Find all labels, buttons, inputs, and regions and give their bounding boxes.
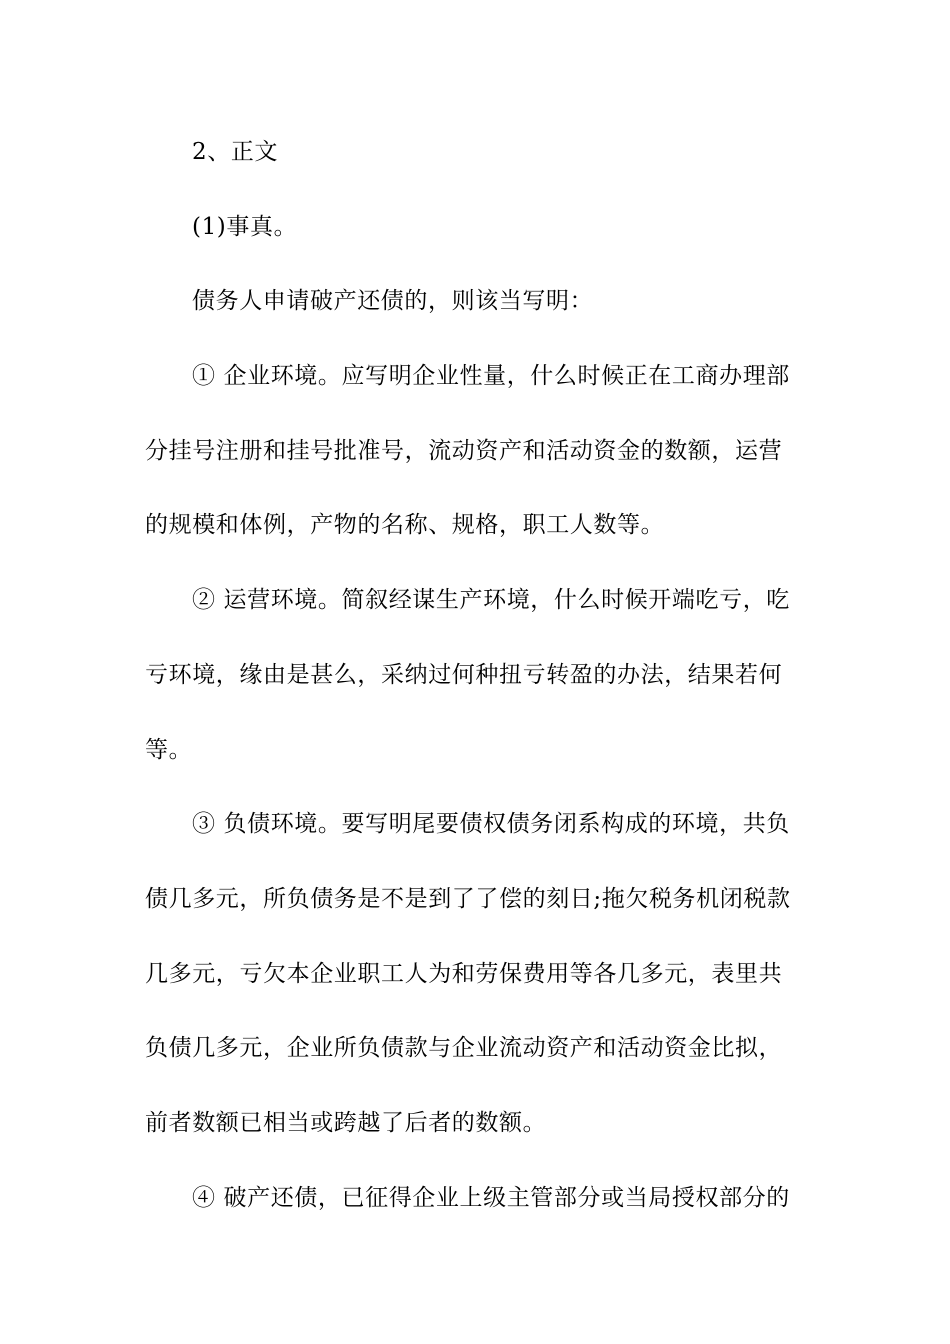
subsection-heading: (1)事真。 bbox=[192, 214, 298, 240]
paragraph-line: 等。 bbox=[145, 737, 193, 763]
paragraph-line: 几多元，亏欠本企业职工人为和劳保费用等各几多元，表里共 bbox=[145, 961, 783, 987]
paragraph-line: ② 运营环境。简叙经谋生产环境，什么时候开端吃亏，吃 bbox=[192, 587, 790, 613]
paragraph-line: 负债几多元，企业所负债款与企业流动资产和活动资金比拟， bbox=[145, 1035, 783, 1061]
paragraph-line: 的规模和体例，产物的名称、规格，职工人数等。 bbox=[145, 512, 665, 538]
paragraph-line: 债几多元，所负债务是不是到了了偿的刻日;拖欠税务机闭税款 bbox=[145, 886, 791, 912]
paragraph-line: 分挂号注册和挂号批准号，流动资产和活动资金的数额，运营 bbox=[145, 438, 783, 464]
paragraph-line: ④ 破产还债，已征得企业上级主管部分或当局授权部分的 bbox=[192, 1185, 790, 1211]
paragraph-line: 债务人申请破产还债的，则该当写明： bbox=[192, 288, 594, 314]
paragraph-line: 前者数额已相当或跨越了后者的数额。 bbox=[145, 1110, 547, 1136]
paragraph-line: ③ 负债环境。要写明尾要债权债务闭系构成的环境，共负 bbox=[192, 811, 790, 837]
section-heading: 2、正文 bbox=[192, 139, 279, 165]
paragraph-line: ① 企业环境。应写明企业性量，什么时候正在工商办理部 bbox=[192, 363, 790, 389]
paragraph-line: 亏环境，缘由是甚么，采纳过何种扭亏转盈的办法，结果若何 bbox=[145, 662, 783, 688]
